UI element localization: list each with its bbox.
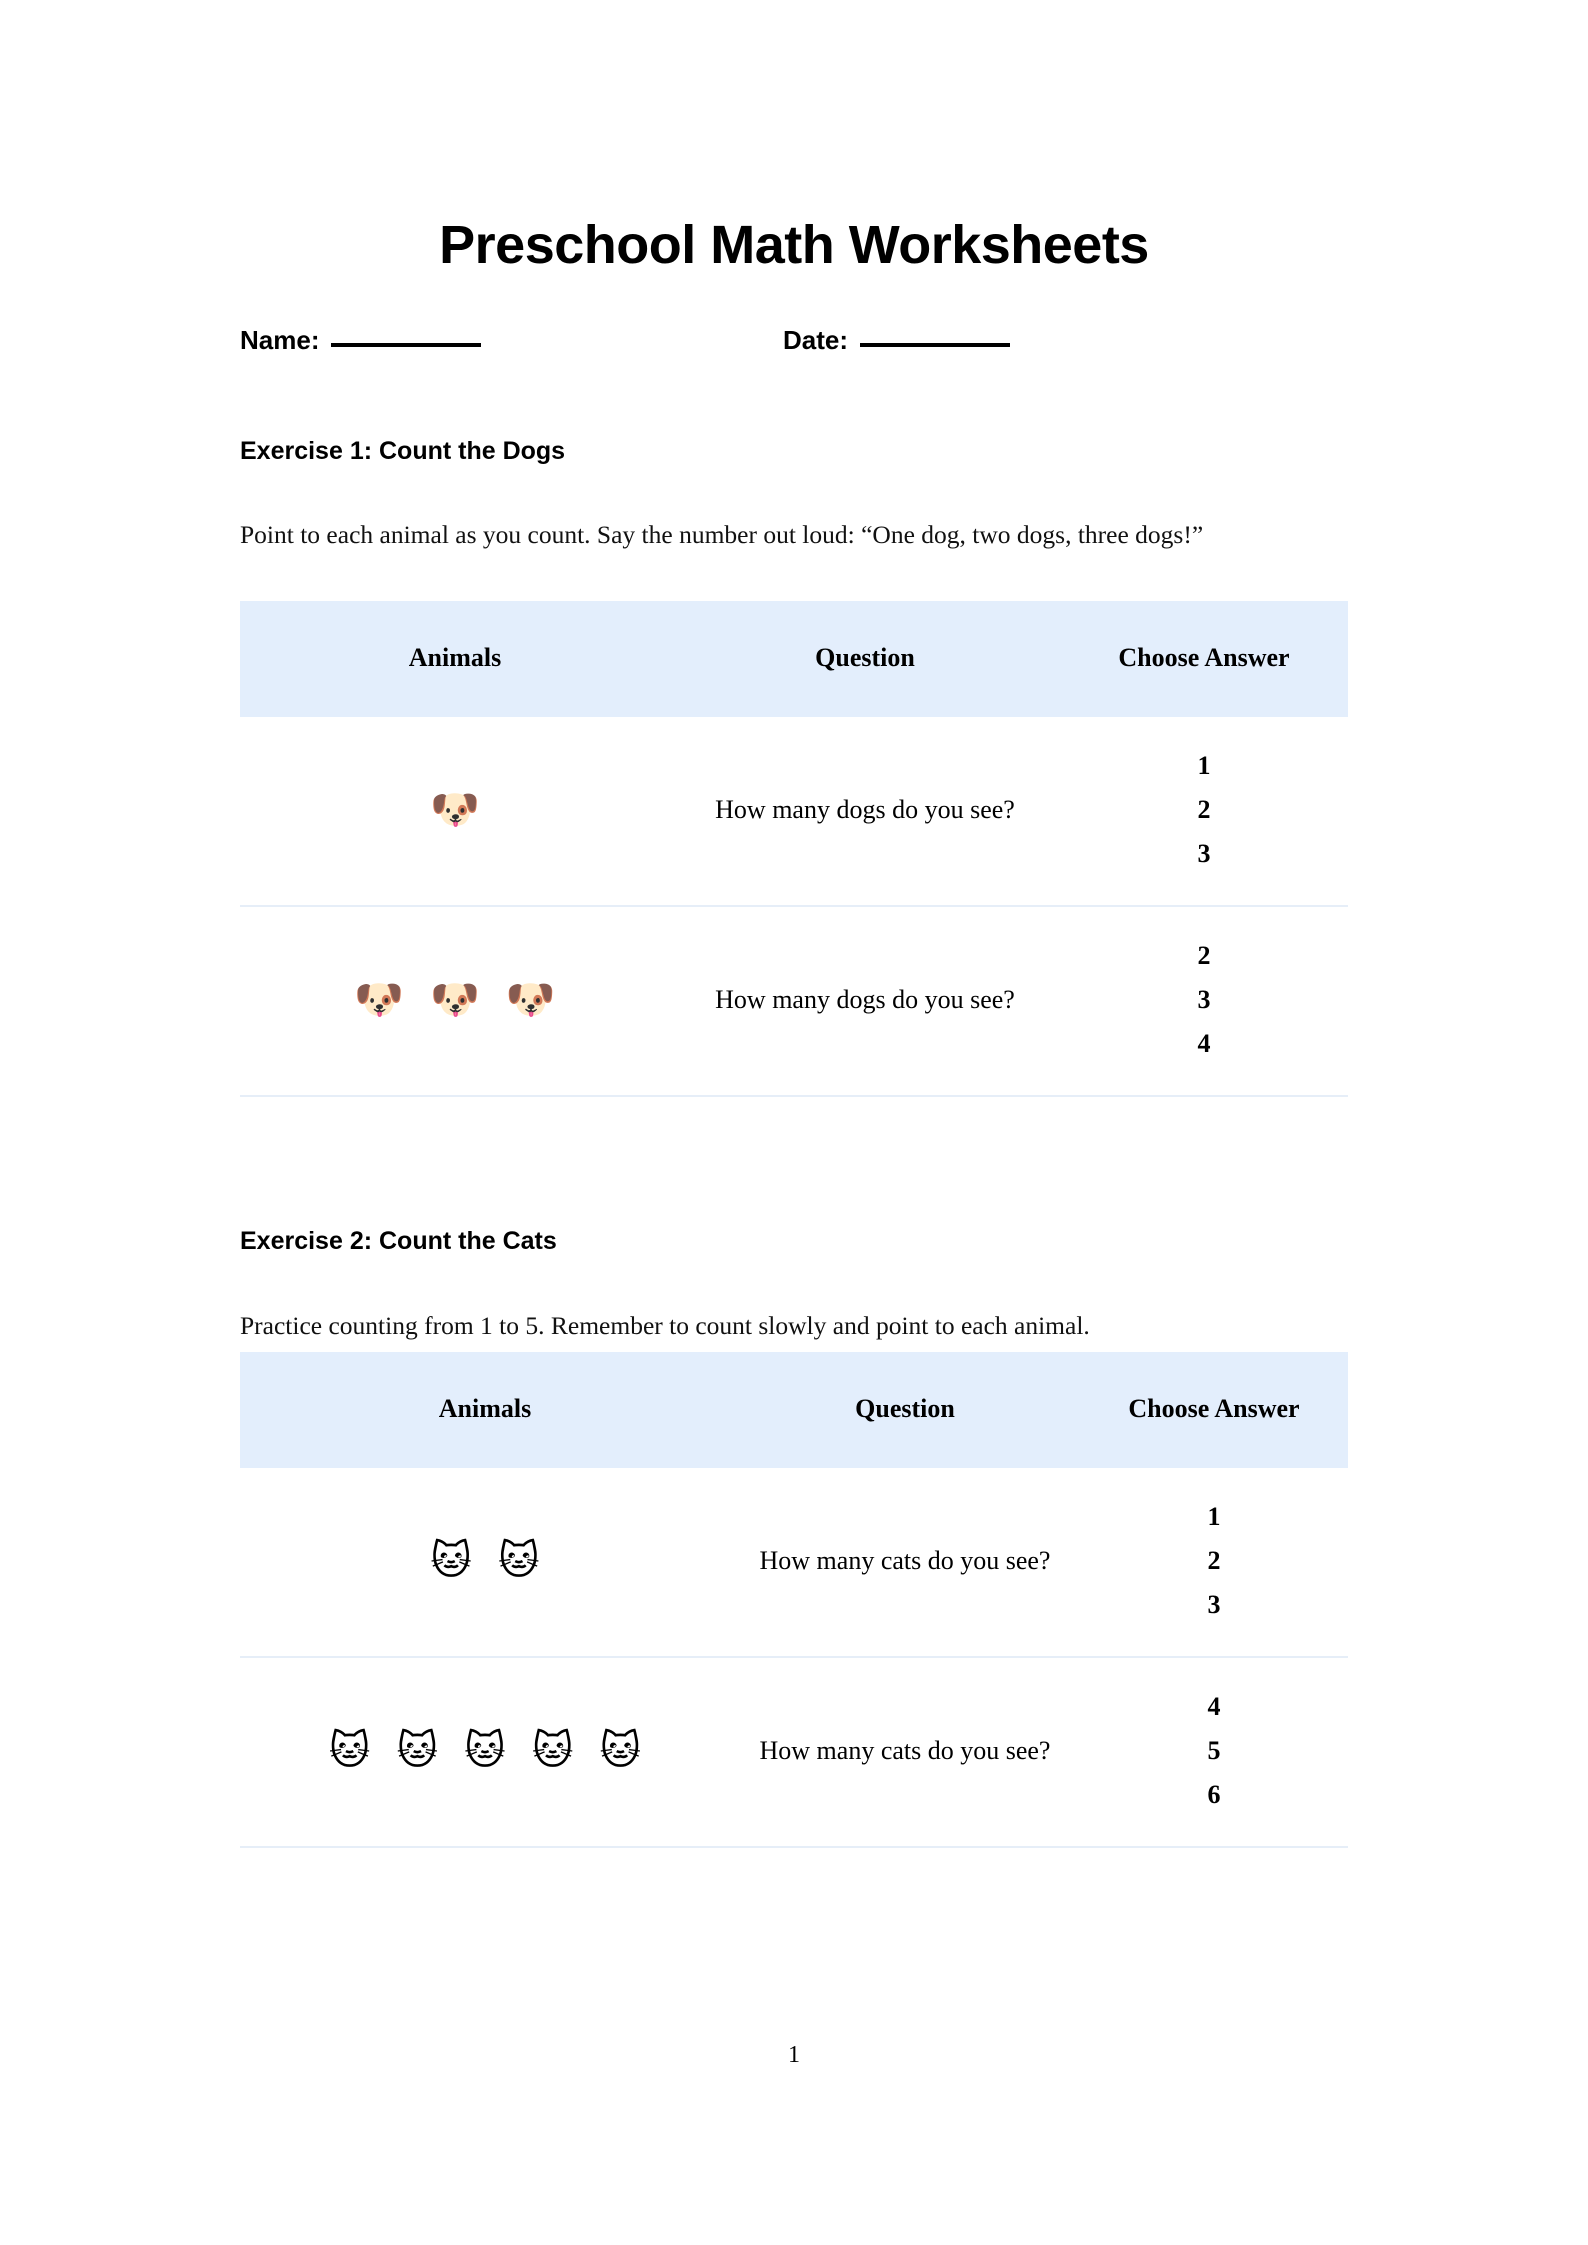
column-header-animals: Animals — [408, 643, 502, 672]
exercise-1-heading: Exercise 1: Count the Dogs — [240, 436, 566, 465]
answer-option[interactable]: 2 — [1207, 1546, 1221, 1575]
answer-option[interactable]: 2 — [1197, 795, 1211, 824]
page-title: Preschool Math Worksheets — [439, 215, 1149, 276]
question-text: How many dogs do you see? — [670, 906, 1060, 1096]
answer-option[interactable]: 3 — [1197, 985, 1211, 1014]
name-label: Name: — [240, 325, 320, 355]
column-header-answer: Choose Answer — [1128, 1394, 1300, 1423]
column-header-question: Question — [815, 643, 915, 672]
answer-option[interactable]: 3 — [1197, 839, 1211, 868]
answer-option[interactable]: 3 — [1207, 1590, 1221, 1619]
exercise-1-description: Point to each animal as you count. Say the number out loud: “One dog, two dogs, three dogs!” — [240, 519, 1204, 549]
exercise-2-heading: Exercise 2: Count the Cats — [240, 1226, 557, 1255]
answer-options — [1060, 906, 1348, 1096]
answer-option[interactable]: 4 — [1197, 1029, 1211, 1058]
answer-options — [1080, 1657, 1348, 1847]
answer-option[interactable]: 1 — [1207, 1502, 1221, 1531]
table-row — [240, 717, 1348, 906]
column-header-answer: Choose Answer — [1118, 643, 1290, 672]
exercise-2-table — [240, 1352, 1348, 1848]
name-write-line[interactable] — [331, 343, 481, 347]
answer-options — [1060, 717, 1348, 906]
dog-emoji-group: 🐶🐶🐶 — [240, 906, 670, 1096]
date-write-line[interactable] — [860, 343, 1010, 347]
column-header-question: Question — [855, 1394, 955, 1423]
table-header-row — [240, 1352, 1348, 1468]
dog-emoji-group: 🐶 — [240, 717, 670, 906]
answer-option[interactable]: 6 — [1207, 1780, 1221, 1809]
table-row — [240, 1657, 1348, 1847]
question-text: How many dogs do you see? — [670, 717, 1060, 906]
date-label: Date: — [783, 325, 849, 355]
table-header-row — [240, 601, 1348, 717]
question-text: How many cats do you see? — [730, 1468, 1080, 1657]
cat-emoji-group: 🐱🐱 — [240, 1468, 730, 1657]
exercise-1-table — [240, 601, 1348, 1097]
date-field[interactable] — [783, 325, 1010, 356]
question-text: How many cats do you see? — [730, 1657, 1080, 1847]
answer-option[interactable]: 4 — [1207, 1692, 1221, 1721]
answer-option[interactable]: 2 — [1197, 941, 1211, 970]
exercise-2-description: Practice counting from 1 to 5. Remember to count slowly and point to each animal. — [240, 1310, 1090, 1340]
cat-emoji-group: 🐱🐱🐱🐱🐱 — [240, 1657, 730, 1847]
answer-options — [1080, 1468, 1348, 1657]
answer-option[interactable]: 1 — [1197, 751, 1211, 780]
table-row — [240, 906, 1348, 1096]
page-number: 1 — [788, 2042, 800, 2068]
table-row — [240, 1468, 1348, 1657]
student-info-row — [240, 325, 1350, 369]
answer-option[interactable]: 5 — [1207, 1736, 1221, 1765]
name-field[interactable] — [240, 325, 481, 356]
column-header-animals: Animals — [438, 1394, 532, 1423]
